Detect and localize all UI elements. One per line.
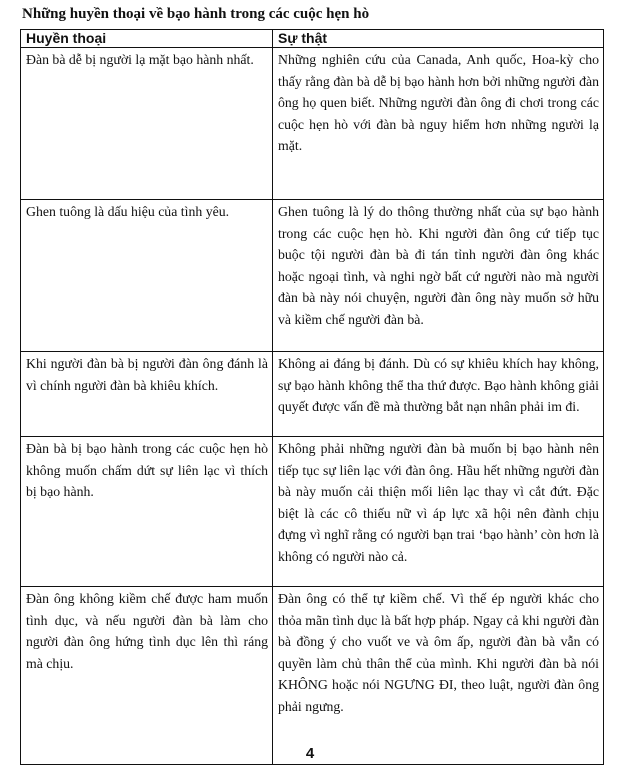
- fact-cell: Không phải những người đàn bà muốn bị bạo hành nên tiếp tục sự liên lạc với đàn ông. Hầu hết những người đàn bà này muốn cải thiện mối liên lạc thay vì cắt đứt. Đặc biệt là các cô thiếu nữ vì áp lực xã hội nên đành chịu đựng vì nghĩ rằng có người bạn trai ‘bạo hành’ còn hơn là không có người nào cả.: [273, 437, 604, 587]
- fact-cell: Những nghiên cứu của Canada, Anh quốc, Hoa-kỳ cho thấy rằng đàn bà dễ bị bạo hành hơn bởi những người đàn ông họ quen biết. Những người đàn ông đi chơi trong các cuộc hẹn hò với đàn bà nguy hiểm hơn những người lạ mặt.: [273, 48, 604, 200]
- myth-cell: Đàn ông không kiềm chế được ham muốn tình dục, và nếu người đàn bà làm cho người đàn ông hứng tình dục lên thì ráng mà chịu.: [21, 587, 273, 765]
- myth-cell: Đàn bà dễ bị người lạ mặt bạo hành nhất.: [21, 48, 273, 200]
- myth-cell: Đàn bà bị bạo hành trong các cuộc hẹn hò không muốn chấm dứt sự liên lạc vì thích bị bạo hành.: [21, 437, 273, 587]
- table-header-row: [21, 30, 604, 48]
- myths-facts-table: [20, 29, 604, 765]
- table-row: [21, 587, 604, 765]
- header-myth: Huyền thoại: [21, 30, 273, 48]
- myth-cell: Ghen tuông là dấu hiệu của tình yêu.: [21, 200, 273, 352]
- fact-cell: Đàn ông có thể tự kiềm chế. Vì thế ép người khác cho thỏa mãn tình dục là bất hợp pháp. Ngay cả khi người đàn bà đồng ý cho vuốt ve và ôm ấp, người đàn bà vẫn có quyền làm chủ thân thể của mình. Khi người đàn bà nói KHÔNG hoặc nói NGƯNG ĐI, theo luật, người đàn ông phải ngưng.: [273, 587, 604, 765]
- page-number: 4: [305, 745, 315, 762]
- page-title: Những huyền thoại về bạo hành trong các cuộc hẹn hò: [22, 6, 370, 22]
- table-row: [21, 200, 604, 352]
- fact-cell: Ghen tuông là lý do thông thường nhất của sự bạo hành trong các cuộc hẹn hò. Khi người đàn ông cứ tiếp tục buộc tội người đàn bà đi tán tỉnh người đàn ông khác hoặc ngoại tình, và nghi ngờ bất cứ người nào mà người đàn bà này nói chuyện, người đàn ông này muốn sở hữu và kiềm chế người đàn bà.: [273, 200, 604, 352]
- header-fact: Sự thật: [273, 30, 604, 48]
- table-row: [21, 352, 604, 437]
- fact-cell: Không ai đáng bị đánh. Dù có sự khiêu khích hay không, sự bạo hành không thể tha thứ được. Bạo hành không giải quyết được vấn đề mà thường bắt nạn nhân phải im đi.: [273, 352, 604, 437]
- table-row: [21, 437, 604, 587]
- myth-cell: Khi người đàn bà bị người đàn ông đánh là vì chính người đàn bà khiêu khích.: [21, 352, 273, 437]
- table-row: [21, 48, 604, 200]
